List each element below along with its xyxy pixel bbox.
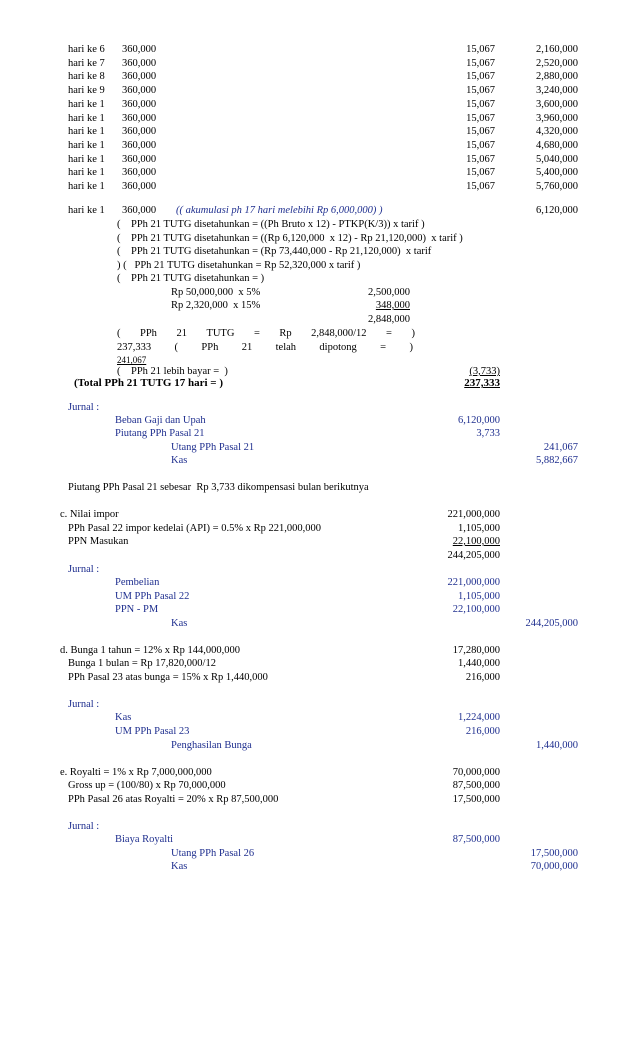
calc-line-7-word: = <box>380 342 387 353</box>
journal-1-row-1-debit: 6,120,000 <box>458 415 500 426</box>
d-line-3-value: 216,000 <box>465 672 500 683</box>
day-label: hari ke 1 <box>68 112 105 124</box>
day-total: 2,880,000 <box>536 71 578 83</box>
journal-d-row-3: Penghasilan Bunga <box>171 740 252 751</box>
journal-1-row-4-credit: 5,882,667 <box>536 455 578 466</box>
jurnal-label: Jurnal : <box>68 821 100 832</box>
day-rate: 15,067 <box>466 139 495 151</box>
day17-note: (( akumulasi ph 17 hari melebihi Rp 6,000,000) ) <box>176 205 383 216</box>
c-line-2: PPh Pasal 22 impor kedelai (API) = 0.5% x Rp 221,000,000 <box>68 523 321 534</box>
day-total: 3,960,000 <box>536 112 578 124</box>
day-rate: 15,067 <box>466 167 495 179</box>
journal-d-row-2: UM PPh Pasal 23 <box>115 726 190 737</box>
day-label: hari ke 1 <box>68 167 105 179</box>
d-line-2-value: 1,440,000 <box>458 658 500 669</box>
tariff-2-value: 348,000 <box>375 300 410 311</box>
day-value: 360,000 <box>122 139 157 151</box>
calc-line-7-word: dipotong <box>319 342 357 353</box>
calc-line-7 <box>117 341 413 354</box>
jurnal-label: Jurnal : <box>68 402 100 413</box>
journal-c-row-2: UM PPh Pasal 22 <box>115 591 190 602</box>
tariff-2: Rp 2,320,000 x 15% <box>171 300 261 311</box>
day-label: hari ke 1 <box>68 98 105 110</box>
e-line-1: e. Royalti = 1% x Rp 7,000,000,000 <box>60 767 212 778</box>
journal-1-row-4: Kas <box>171 455 188 466</box>
calc-line-6-word: Rp <box>279 328 292 339</box>
day-total: 2,520,000 <box>536 57 578 69</box>
lebih-bayar-value: (3,733) <box>469 366 500 377</box>
calc-line-7-word: 237,333 <box>117 342 152 353</box>
day17-total: 6,120,000 <box>536 205 578 216</box>
day-total: 3,240,000 <box>536 85 578 97</box>
day-value: 360,000 <box>122 98 157 110</box>
calc-line-6-word: 2,848,000/12 <box>311 328 367 339</box>
day-value: 360,000 <box>122 167 157 179</box>
c-line-2-value: 1,105,000 <box>458 523 500 534</box>
jurnal-label: Jurnal : <box>68 699 100 710</box>
day-value: 360,000 <box>122 126 157 138</box>
e-line-2: Gross up = (100/80) x Rp 70,000,000 <box>68 780 226 791</box>
e-line-3: PPh Pasal 26 atas Royalti = 20% x Rp 87,500,000 <box>68 794 279 805</box>
journal-d-row-2-debit: 216,000 <box>465 726 500 737</box>
day-total: 5,400,000 <box>536 167 578 179</box>
day-label: hari ke 1 <box>68 126 105 138</box>
day-value: 360,000 <box>122 85 157 97</box>
day-label: hari ke 6 <box>68 44 105 55</box>
journal-e-row-1-debit: 87,500,000 <box>452 834 500 845</box>
calc-line-9: ( PPh 21 lebih bayar = ) <box>117 366 228 377</box>
d-line-1-value: 17,280,000 <box>452 645 500 656</box>
day-rate: 15,067 <box>466 98 495 110</box>
calc-line-6 <box>117 327 415 340</box>
journal-d-row-1-debit: 1,224,000 <box>458 712 500 723</box>
day-value: 360,000 <box>122 153 157 165</box>
calc-line-6-word: ) <box>411 328 415 339</box>
journal-c-row-3: PPN - PM <box>115 604 159 615</box>
total-pph-value: 237,333 <box>464 377 500 389</box>
d-line-1: d. Bunga 1 tahun = 12% x Rp 144,000,000 <box>60 645 241 656</box>
calc-line-7-word: ( <box>174 342 179 353</box>
day-label: hari ke 1 <box>68 181 105 192</box>
journal-c-row-4: Kas <box>171 618 188 629</box>
piutang-note: Piutang PPh Pasal 21 sebesar Rp 3,733 dikompensasi bulan berikutnya <box>68 482 369 493</box>
journal-e-row-3: Kas <box>171 861 188 872</box>
journal-1-row-3-credit: 241,067 <box>543 442 578 453</box>
day-rate: 15,067 <box>466 126 495 138</box>
day-label: hari ke 1 <box>68 139 105 151</box>
day-rate: 15,067 <box>466 71 495 83</box>
tariff-1: Rp 50,000,000 x 5% <box>171 287 261 298</box>
journal-e-row-1: Biaya Royalti <box>115 834 174 845</box>
calc-line-7-word: PPh <box>201 342 219 353</box>
tariff-sum: 2,848,000 <box>368 314 410 325</box>
day-total: 3,600,000 <box>536 98 578 110</box>
jurnal-label: Jurnal : <box>68 564 100 575</box>
calc-line-3: ( PPh 21 TUTG disetahunkan = (Rp 73,440,000 - Rp 21,120,000) x tarif <box>117 246 432 257</box>
calc-line-6-word: TUTG <box>206 328 235 339</box>
day-value: 360,000 <box>122 112 157 124</box>
day-total: 4,680,000 <box>536 139 578 151</box>
journal-e-row-2: Utang PPh Pasal 26 <box>171 848 255 859</box>
day17-value: 360,000 <box>122 205 157 216</box>
journal-c-row-3-debit: 22,100,000 <box>452 604 500 615</box>
calc-line-6-word: PPh <box>140 328 157 339</box>
calc-line-2: ( PPh 21 TUTG disetahunkan = ((Rp 6,120,000 x 12) - Rp 21,120,000) x tarif ) <box>117 233 463 244</box>
c-line-3-value: 22,100,000 <box>452 536 500 547</box>
c-line-3: PPN Masukan <box>68 536 129 547</box>
calc-line-5: ( PPh 21 TUTG disetahunkan = ) <box>117 273 265 284</box>
c-line-1: c. Nilai impor <box>60 509 119 520</box>
calc-line-1: ( PPh 21 TUTG disetahunkan = ((Ph Bruto x 12) - PTKP(K/3)) x tarif ) <box>117 219 425 230</box>
day-total: 5,040,000 <box>536 153 578 165</box>
d-line-3: PPh Pasal 23 atas bunga = 15% x Rp 1,440,000 <box>68 672 268 683</box>
journal-d-row-1: Kas <box>115 712 132 723</box>
day-label: hari ke 1 <box>68 153 105 165</box>
journal-1-row-1: Beban Gaji dan Upah <box>115 415 206 426</box>
journal-c-row-4-credit: 244,205,000 <box>525 618 578 629</box>
day-value: 360,000 <box>122 57 157 69</box>
journal-c-row-2-debit: 1,105,000 <box>458 591 500 602</box>
d-line-2: Bunga 1 bulan = Rp 17,820,000/12 <box>68 658 216 669</box>
day-total: 4,320,000 <box>536 126 578 138</box>
journal-1-row-2-debit: 3,733 <box>476 428 500 439</box>
day-total: 5,760,000 <box>536 181 578 192</box>
journal-e-row-2-credit: 17,500,000 <box>530 848 578 859</box>
journal-e-row-3-credit: 70,000,000 <box>530 861 578 872</box>
calc-line-6-word: 21 <box>176 328 187 339</box>
journal-1-row-3: Utang PPh Pasal 21 <box>171 442 255 453</box>
journal-d-row-3-credit: 1,440,000 <box>536 740 578 751</box>
day-rate: 15,067 <box>466 112 495 124</box>
calc-line-4: ) ( PPh 21 TUTG disetahunkan = Rp 52,320,000 x tarif ) <box>117 260 361 271</box>
e-line-1-value: 70,000,000 <box>452 767 500 778</box>
calc-line-8: 241,067 <box>117 355 147 365</box>
day-total: 2,160,000 <box>536 44 578 55</box>
journal-c-row-1-debit: 221,000,000 <box>447 577 500 588</box>
c-line-1-value: 221,000,000 <box>447 509 500 520</box>
journal-1-row-2: Piutang PPh Pasal 21 <box>115 428 205 439</box>
calc-line-7-word: telah <box>275 342 297 353</box>
day17-label: hari ke 1 <box>68 205 105 216</box>
day-value: 360,000 <box>122 44 157 55</box>
calc-line-6-word: = <box>253 328 260 339</box>
day-label: hari ke 9 <box>68 85 105 97</box>
calc-line-7-word: 21 <box>241 342 253 353</box>
journal-c-row-1: Pembelian <box>115 577 160 588</box>
c-line-4-value: 244,205,000 <box>447 550 500 561</box>
day-label: hari ke 7 <box>68 57 105 69</box>
tariff-1-value: 2,500,000 <box>368 287 410 298</box>
e-line-3-value: 17,500,000 <box>452 794 500 805</box>
day-value: 360,000 <box>122 71 157 83</box>
day-rate: 15,067 <box>466 153 495 165</box>
calc-line-6-word: = <box>386 328 392 339</box>
day-label: hari ke 8 <box>68 71 105 83</box>
day-rate: 15,067 <box>466 44 495 55</box>
day-rate: 15,067 <box>466 181 495 192</box>
total-pph-label: (Total PPh 21 TUTG 17 hari = ) <box>74 377 223 389</box>
day-rate: 15,067 <box>466 57 495 69</box>
e-line-2-value: 87,500,000 <box>452 780 500 791</box>
day-value: 360,000 <box>122 181 157 192</box>
day-rate: 15,067 <box>466 85 495 97</box>
calc-line-7-word: ) <box>409 342 413 353</box>
calc-line-6-word: ( <box>117 328 121 339</box>
